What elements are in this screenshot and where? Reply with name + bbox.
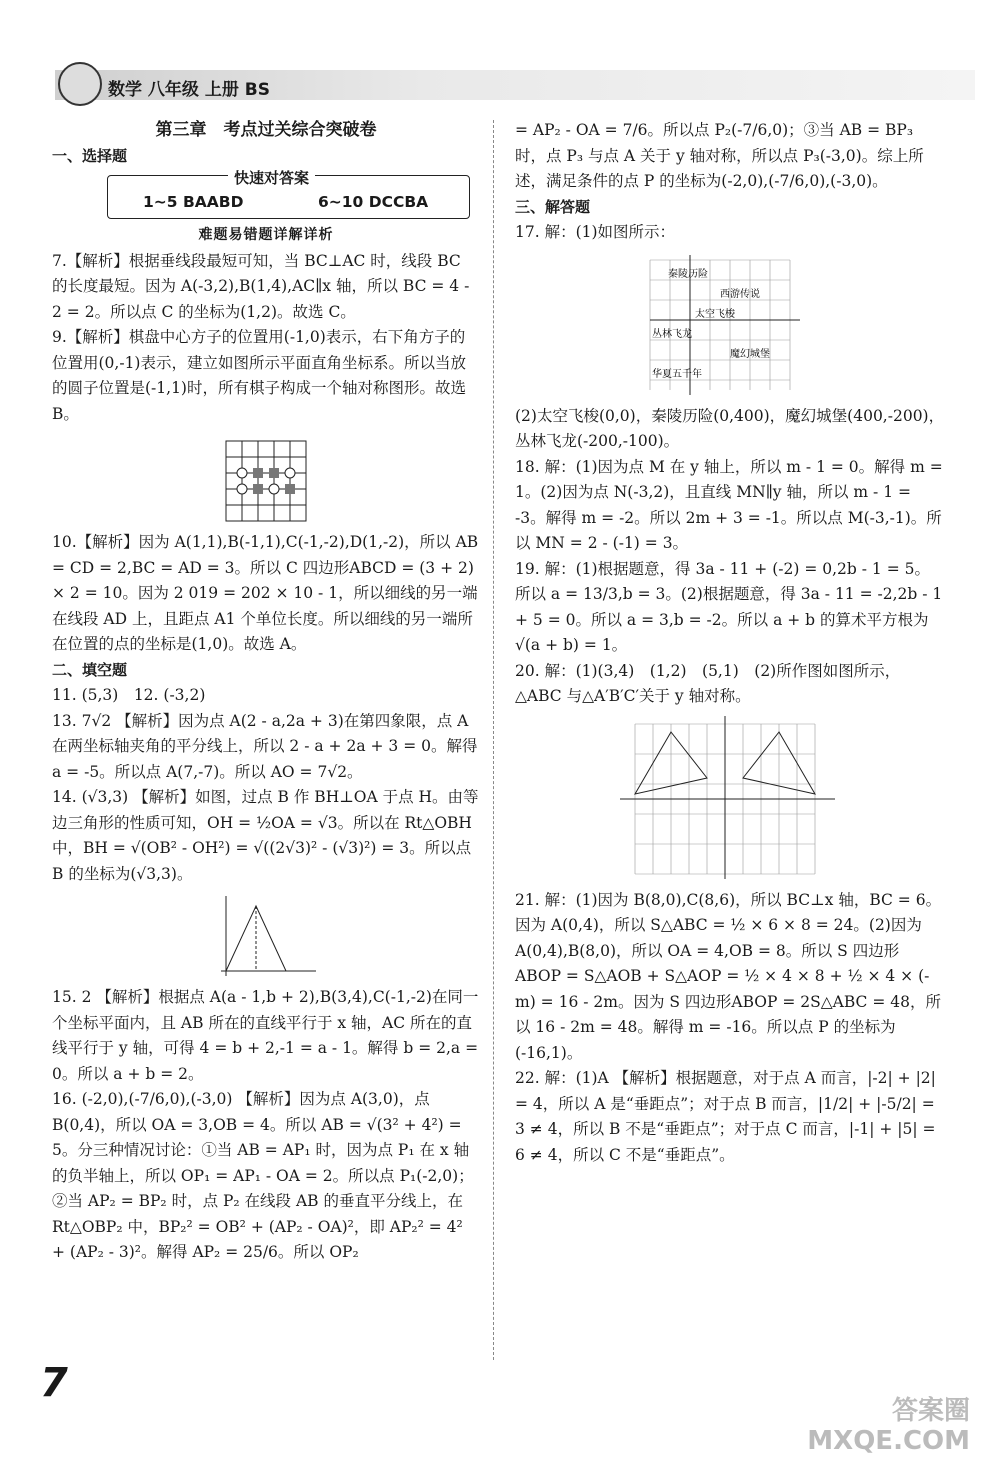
quick-answer-label: 快速对答案	[228, 166, 315, 192]
section-solve: 三、解答题	[515, 197, 591, 216]
quick-answer-box	[107, 169, 470, 219]
answer-17-part2: (2)太空飞梭(0,0)，秦陵历险(0,400)，魔幻城堡(400,-200)，丛林飞龙(-200,-100)。	[515, 406, 945, 450]
answer-20: 20. 解：(1)(3,4) (1,2) (5,1) (2)所作图如图所示，△ABC 与△A′B′C′关于 y 轴对称。	[515, 661, 901, 705]
section-fill: 二、填空题	[52, 660, 128, 679]
answer-16-cont: = AP₂ - OA = 7/6。所以点 P₂(-7/6,0)；③当 AB = BP₃ 时，点 P₃ 与点 A 关于 y 轴对称，所以点 P₃(-3,0)。综上所述，满足条件的点 P 的坐标为(-2,0),(-7/6,0),(-3,0)。	[515, 121, 924, 190]
map-label-0: 秦陵历险	[668, 268, 708, 280]
symmetry-figure	[615, 714, 845, 884]
detail-band: 难题易错题详解详析	[198, 227, 334, 243]
answer-21: 21. 解：(1)因为 B(8,0),C(8,6)，所以 BC⊥x 轴，BC = 6。因为 A(0,4)，所以 S△ABC = ½ × 6 × 8 = 24。(2)因为 A(0,4),B(8,0)，所以 OA = 4,OB = 8。所以 S 四边形ABOP = S△AOB + S△AOP = ½ × 4 × 8 + ½ × 4 × (-m) = 16 - 2m。因为 S 四边形ABOP = 2S△ABC = 48，所以 16 - 2m = 48。解得 m = -16。所以点 P 的坐标为(-16,1)。	[515, 890, 942, 1062]
page-title: 第三章 考点过关综合突破卷	[155, 120, 377, 140]
logo-icon	[58, 62, 102, 106]
left-column	[52, 118, 480, 1266]
triangle-figure	[211, 891, 321, 981]
map-label-1: 西游传说	[720, 288, 760, 300]
answer-11-12: 11. (5,3) 12. (-3,2)	[52, 686, 206, 704]
page-number: 7	[40, 1360, 68, 1406]
section-choice: 一、选择题	[52, 146, 128, 165]
quick-answer-2: 6~10 DCCBA	[318, 193, 429, 211]
answer-19: 19. 解：(1)根据题意，得 3a - 11 + (-2) = 0,2b - 1 = 5。所以 a = 13/3,b = 3。(2)根据题意，得 3a - 11 = -2,2b - 1 + 5 = 0。所以 a = 3,b = -2。所以 a + b 的算术平方根为 √(a + b) = 1。	[515, 559, 943, 654]
answer-10: 10.【解析】因为 A(1,1),B(-1,1),C(-1,-2),D(1,-2)，所以 AB = CD = 2,BC = AD = 3。所以 C 四边形ABCD = (3 + 2) × 2 = 10。因为 2 019 = 202 × 10 - 1，所以细线的另一端在线段 AD 上，且距点 A1 个单位长度。所以细线的另一端所在位置的点的坐标是(1,0)。故选 A。	[52, 533, 479, 653]
quick-answer-1: 1~5 BAABD	[143, 193, 244, 211]
map-label-5: 华夏五千年	[652, 368, 702, 380]
answer-16: 16. (-2,0),(-7/6,0),(-3,0) 【解析】因为点 A(3,0)，点 B(0,4)，所以 OA = 3,OB = 4。所以 AB = √(3² + 4²) = 5。分三种情况讨论：①当 AB = AP₁ 时，因为点 P₁ 在 x 轴的负半轴上，所以 OP₁ = AP₁ - OA = 2。所以点 P₁(-2,0)；②当 AP₂ = BP₂ 时，点 P₂ 在线段 AB 的垂直平分线上，在 Rt△OBP₂ 中，BP₂² = OB² + (AP₂ - OA)²，即 AP₂² = 4² + (AP₂ - 3)²。解得 AP₂ = 25/6。所以 OP₂	[52, 1090, 474, 1261]
map-label-3: 丛林飞龙	[652, 328, 692, 340]
watermark	[807, 1396, 970, 1456]
answer-17: 17. 解：(1)如图所示：	[515, 223, 676, 241]
watermark-line-1: 答案圈	[891, 1396, 970, 1426]
map-label-4: 魔幻城堡	[730, 348, 770, 360]
answer-15: 15. 2 【解析】根据点 A(a - 1,b + 2),B(3,4),C(-1,-2)在同一个坐标平面内，且 AB 所在的直线平行于 x 轴，AC 所在的直线平行于 y 轴，可得 4 = b + 2,-1 = a - 1。解得 b = 2,a = 0。所以 a + b = 2。	[52, 988, 479, 1083]
column-divider	[493, 120, 494, 1360]
answer-18: 18. 解：(1)因为点 M 在 y 轴上，所以 m - 1 = 0。解得 m = 1。(2)因为点 N(-3,2)，且直线 MN∥y 轴，所以 m - 1 = -3。解得 m = -2。所以 2m + 3 = -1。所以点 M(-3,-1)。所以 MN = 2 - (-1) = 3。	[515, 457, 943, 552]
park-map-figure	[640, 250, 820, 400]
answer-13: 13. 7√2 【解析】因为点 A(2 - a,2a + 3)在第四象限，点 A 在两坐标轴夹角的平分线上，所以 2 - a + 2a + 3 = 0。解得 a = -5。所以点 A(7,-7)。所以 AO = 7√2。	[52, 711, 478, 781]
header-subject: 数学 八年级 上册 BS	[108, 80, 270, 100]
answer-9: 9.【解析】棋盘中心方子的位置用(-1,0)表示，右下角方子的位置用(0,-1)表示，建立如图所示平面直角坐标系。所以当放的圆子位置是(-1,1)时，所有棋子构成一个轴对称图形。故选 B。	[52, 328, 466, 423]
answer-7: 7.【解析】根据垂线段最短可知，当 BC⊥AC 时，线段 BC 的长度最短。因为 A(-3,2),B(1,4),AC∥x 轴，所以 BC = 4 - 2 = 2。所以点 C 的坐标为(1,2)。故选 C。	[52, 251, 470, 321]
answer-22: 22. 解：(1)A 【解析】根据题意，对于点 A 而言，|-2| + |2| = 4，所以 A 是“垂距点”；对于点 B 而言，|1/2| + |-5/2| = 3 ≠ 4，所以 B 不是“垂距点”；对于点 C 而言，|-1| + |5| = 6 ≠ 4，所以 C 不是“垂距点”。	[515, 1069, 936, 1164]
map-label-2: 太空飞梭	[695, 308, 735, 320]
answer-14: 14. (√3,3) 【解析】如图，过点 B 作 BH⊥OA 于点 H。由等边三角形的性质可知，OH = ½OA = √3。所以在 Rt△OBH 中，BH = √(OB² - OH²) = √((2√3)² - (√3)²) = 3。所以点 B 的坐标为(√3,3)。	[52, 788, 479, 883]
chessboard-figure	[216, 431, 316, 526]
right-column	[515, 118, 945, 1168]
watermark-line-2: MXQE.COM	[807, 1426, 970, 1456]
